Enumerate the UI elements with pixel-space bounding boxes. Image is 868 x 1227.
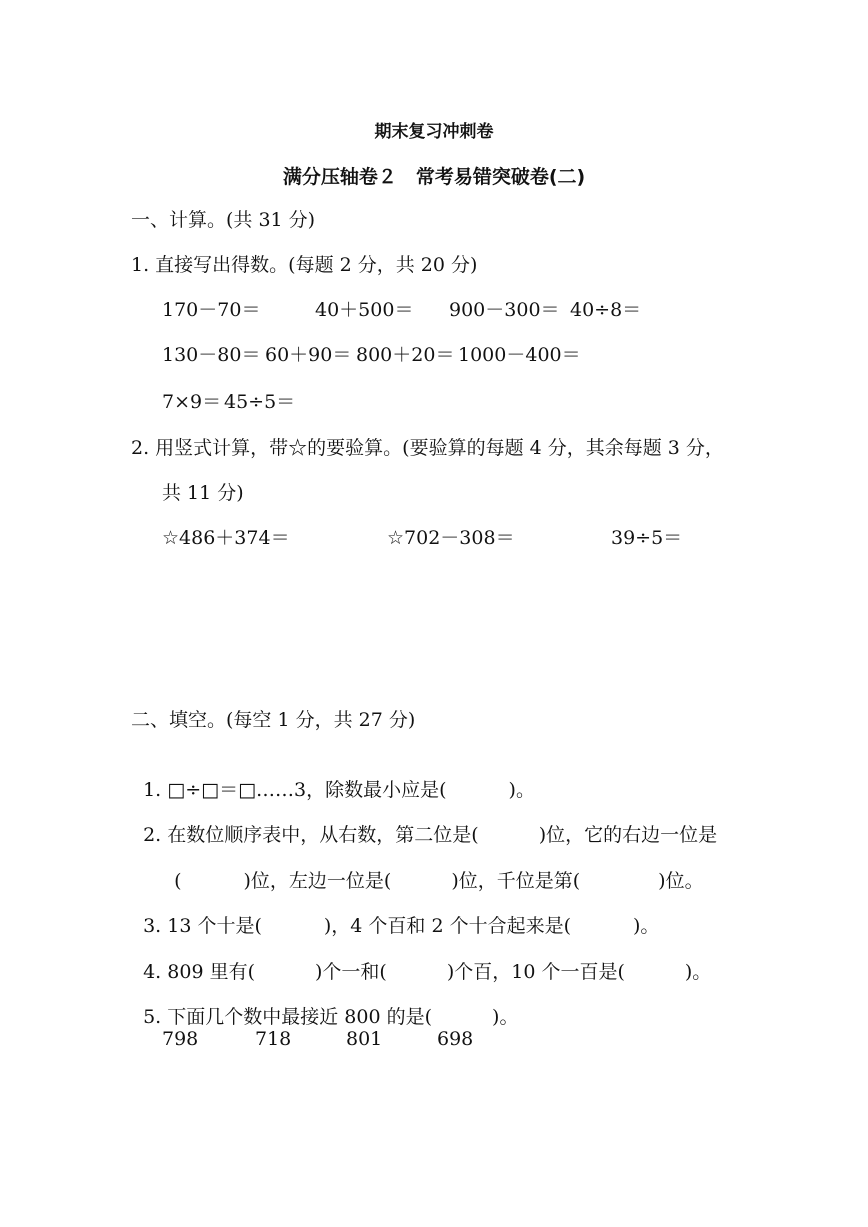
calc-item: 60＋90＝: [265, 344, 352, 366]
calc-item: 7×9＝: [162, 391, 222, 413]
section2-heading: 二、填空。(每空 1 分，共 27 分): [131, 709, 416, 731]
calc-item: 40÷8＝: [570, 299, 642, 321]
option-number: 801: [346, 1028, 383, 1050]
calc-item: 800＋20＝: [356, 344, 455, 366]
s2-q2-line2: ( )位，左边一位是( )位，千位是第( )位。: [174, 870, 704, 892]
s1-q2-prompt-line1: 2. 用竖式计算，带☆的要验算。(要验算的每题 4 分，其余每题 3 分，: [131, 437, 724, 459]
option-number: 718: [255, 1028, 292, 1050]
option-number: 698: [437, 1028, 474, 1050]
vertical-calc-item: 39÷5＝: [611, 527, 683, 549]
s2-q3: 3. 13 个十是( )，4 个百和 2 个十合起来是( )。: [143, 915, 660, 937]
calc-item: 170－70＝: [162, 299, 261, 321]
calc-item: 130－80＝: [162, 344, 261, 366]
calc-item: 1000－400＝: [458, 344, 581, 366]
calc-item: 900－300＝: [449, 299, 560, 321]
calc-item: 40＋500＝: [315, 299, 414, 321]
vertical-calc-item: ☆486＋374＝: [162, 527, 290, 549]
s2-q4: 4. 809 里有( )个一和( )个百，10 个一百是( )。: [143, 961, 712, 983]
s1-q2-prompt-line2: 共 11 分): [162, 482, 244, 504]
s2-q1: 1. □÷□＝□……3，除数最小应是( )。: [143, 779, 535, 801]
option-number: 798: [162, 1028, 199, 1050]
section1-heading: 一、计算。(共 31 分): [131, 209, 316, 231]
s2-q5-prompt: 5. 下面几个数中最接近 800 的是( )。: [143, 1006, 519, 1028]
calc-item: 45÷5＝: [224, 391, 296, 413]
vertical-calc-item: ☆702－308＝: [387, 527, 515, 549]
s2-q2-line1: 2. 在数位顺序表中，从右数，第二位是( )位，它的右边一位是: [143, 824, 718, 846]
paper-subtitle: 满分压轴卷２ 常考易错突破卷(二): [282, 166, 586, 188]
s1-q1-prompt: 1. 直接写出得数。(每题 2 分，共 20 分): [131, 254, 478, 276]
paper-title: 期末复习冲刺卷: [374, 122, 494, 142]
